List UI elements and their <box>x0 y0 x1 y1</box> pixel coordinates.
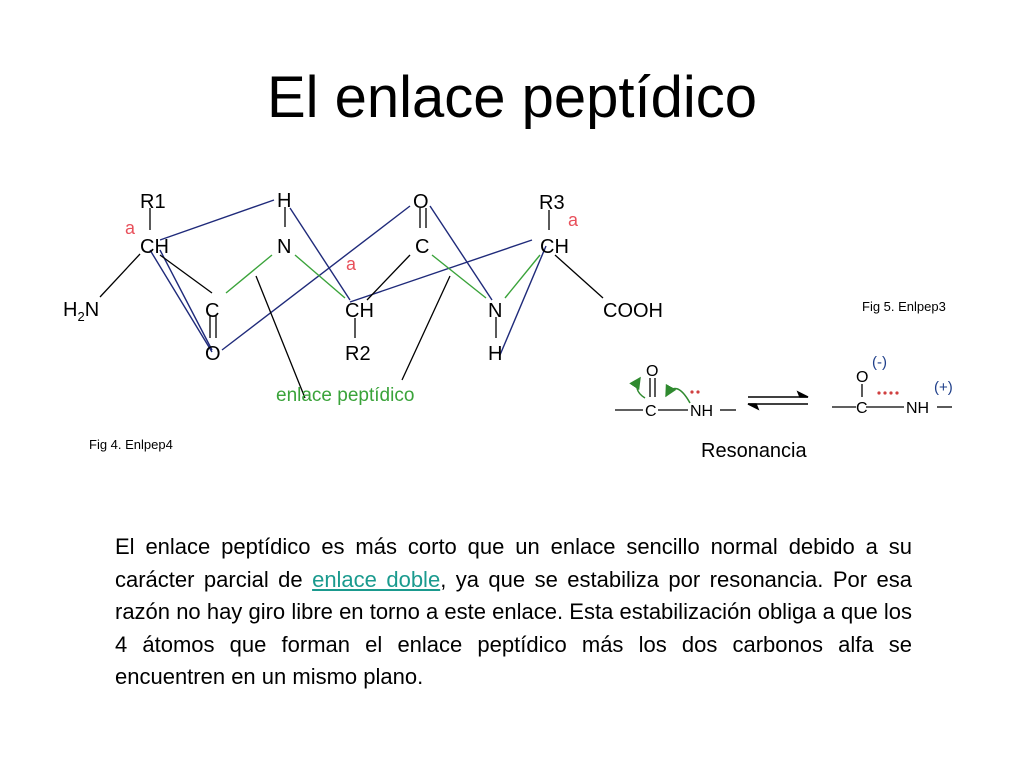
right-c-label: C <box>856 400 868 417</box>
fig4-caption: Fig 4. Enlpep4 <box>89 437 173 452</box>
left-c-label: C <box>645 403 657 420</box>
r1-label: R1 <box>140 191 166 213</box>
paragraph-text-before: El enlace peptídico es más corto que un enlace sencillo normal debido a su carácter parcial de <box>115 534 912 592</box>
positive-charge: (+) <box>934 379 953 396</box>
o-left-label: O <box>205 343 221 365</box>
r3-label: R3 <box>539 192 565 214</box>
negative-charge: (-) <box>872 354 887 371</box>
cooh-label: COOH <box>603 300 663 322</box>
ch3-label: CH <box>540 236 569 258</box>
alpha-label: a <box>568 210 579 230</box>
slide-title: El enlace peptídico <box>266 65 758 130</box>
ch1-label: CH <box>140 236 169 258</box>
lone-pair-dots <box>690 390 699 393</box>
n2-label: N <box>488 300 503 322</box>
lone-pair-dots <box>877 391 898 394</box>
electron-arrow <box>666 388 690 403</box>
o-top-label: O <box>413 191 429 213</box>
body-paragraph <box>115 531 912 694</box>
r2-label: R2 <box>345 343 371 365</box>
enlace-doble-link[interactable]: enlace doble <box>312 566 441 592</box>
alpha-label: a <box>125 218 136 238</box>
fig5-caption: Fig 5. Enlpep3 <box>862 299 946 314</box>
left-o-label: O <box>646 363 659 380</box>
n1-label: N <box>277 236 292 258</box>
c-top-label: C <box>415 236 430 258</box>
peptide-bond-label: enlace peptídico <box>276 385 415 406</box>
paragraph-text-after: , ya que se estabiliza por resonancia. Por esa razón no hay giro libre en torno a este enlace. Esta estabilización obliga a que los 4 átomos que forman el enlace peptídico más los dos carbonos alfa se encuentren en un mismo plano. <box>115 566 912 689</box>
electron-arrow <box>637 378 645 398</box>
right-o-label: O <box>856 369 869 386</box>
h-bottom-label: H <box>488 343 503 365</box>
c-left-label: C <box>205 300 220 322</box>
h2n-label: $H_2N$ <box>63 299 100 324</box>
alpha-label: a <box>346 254 357 274</box>
ch2-label: CH <box>345 300 374 322</box>
h-top-label: H <box>277 190 292 212</box>
left-nh-label: NH <box>690 403 714 420</box>
resonance-label: Resonancia <box>701 440 807 462</box>
right-nh-label: NH <box>906 400 930 417</box>
